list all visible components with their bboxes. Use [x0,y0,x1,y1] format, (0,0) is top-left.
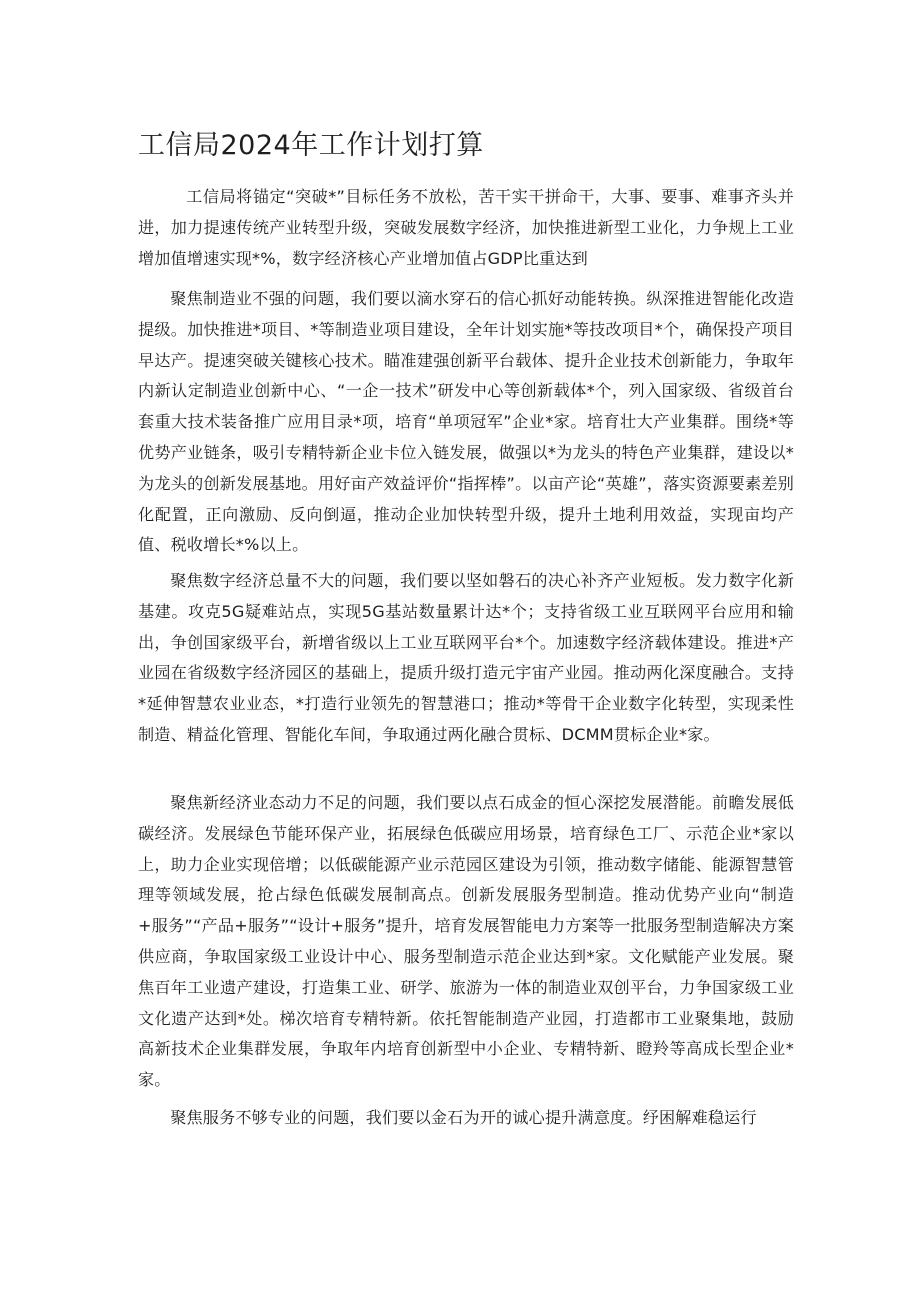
paragraph-block [138,182,794,274]
paragraph: 聚焦制造业不强的问题，我们要以滴水穿石的信心抓好动能转换。纵深推进智能化改造提级。加快推进*项目、*等制造业项目建设，全年计划实施*等技改项目*个，确保投产项目早达产。提速突破关键核心技术。瞄准建强创新平台载体、提升企业技术创新能力，争取年内新认定制造业创新中心、“一企一技术”研发中心等创新载体*个，列入国家级、省级首台套重大技术装备推广应用目录*项，培育“单项冠军”企业*家。培育壮大产业集群。围绕*等优势产业链条，吸引专精特新企业卡位入链发展，做强以*为龙头的特色产业集群，建设以*为龙头的创新发展基地。用好亩产效益评价“指挥棒”。以亩产论“英雄”，落实资源要素差别化配置，正向激励、反向倒逼，推动企业加快转型升级，提升土地利用效益，实现亩均产值、税收增长*%以上。 [138,289,794,555]
paragraph: 工信局将锚定“突破*”目标任务不放松，苦干实干拼命干，大事、要事、难事齐头并进，加力提速传统产业转型升级，突破发展数字经济，加快推进新型工业化，力争规上工业增加值增速实现*%，数字经济核心产业增加值占GDP比重达到 [138,187,794,268]
paragraph-block [138,788,794,1096]
paragraph-block [138,566,794,751]
paragraph: 聚焦服务不够专业的问题，我们要以金石为开的诚心提升满意度。纾困解难稳运行 [170,1108,757,1127]
paragraph-block [138,1103,794,1134]
paragraph: 聚焦数字经济总量不大的问题，我们要以坚如磐石的决心补齐产业短板。发力数字化新基建。攻克5G疑难站点，实现5G基站数量累计达*个；支持省级工业互联网平台应用和输出，争创国家级平台，新增省级以上工业互联网平台*个。加速数字经济载体建设。推进*产业园在省级数字经济园区的基础上，提质升级打造元宇宙产业园。推动两化深度融合。支持*延伸智慧农业业态，*打造行业领先的智慧港口；推动*等骨干企业数字化转型，实现柔性制造、精益化管理、智能化车间，争取通过两化融合贯标、DCMM贯标企业*家。 [138,571,794,744]
paragraph: 聚焦新经济业态动力不足的问题，我们要以点石成金的恒心深挖发展潜能。前瞻发展低碳经济。发展绿色节能环保产业，拓展绿色低碳应用场景，培育绿色工厂、示范企业*家以上，助力企业实现倍增；以低碳能源产业示范园区建设为引领，推动数字储能、能源智慧管理等领域发展，抢占绿色低碳发展制高点。创新发展服务型制造。推动优势产业向“制造+服务”“产品+服务”“设计+服务”提升，培育发展智能电力方案等一批服务型制造解决方案供应商，争取国家级工业设计中心、服务型制造示范企业达到*家。文化赋能产业发展。聚焦百年工业遗产建设，打造集工业、研学、旅游为一体的制造业双创平台，力争国家级工业文化遗产达到*处。梯次培育专精特新。依托智能制造产业园，打造都市工业聚集地，鼓励高新技术企业集群发展，争取年内培育创新型中小企业、专精特新、瞪羚等高成长型企业*家。 [138,793,794,1090]
paragraph-block [138,284,794,561]
document-title: 工信局2024年工作计划打算 [138,130,484,161]
